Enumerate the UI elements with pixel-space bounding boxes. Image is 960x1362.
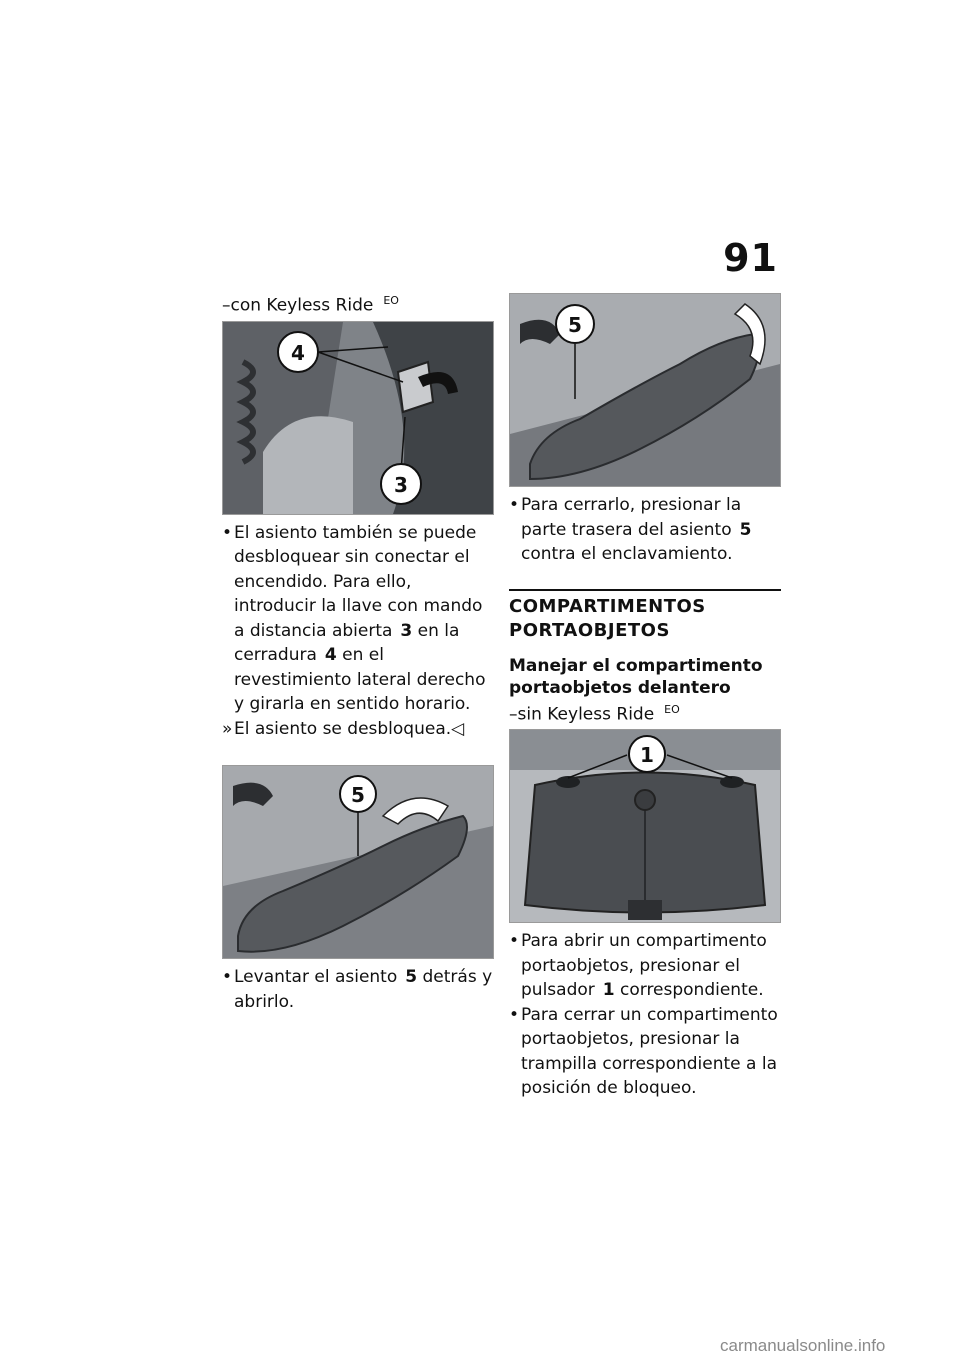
section-title: COMPARTIMENTOS PORTAOBJETOS: [509, 595, 706, 641]
subsection-title: Manejar el compartimento portaobjetos delantero: [509, 655, 763, 698]
condition-no-keyless: –sin Keyless Ride $^{EO}$: [509, 702, 680, 725]
list-item-result: » El asiento se desbloquea.◁: [222, 718, 465, 739]
photo-seat-lock: [222, 321, 494, 515]
site-watermark: carmanualsonline.info: [720, 1336, 886, 1355]
condition-keyless: –con Keyless Ride $^{EO}$: [222, 294, 399, 316]
list-item: • Para cerrarlo, presionar la parte trasera del asiento 5 contra el enclavamiento.: [509, 495, 752, 564]
instruction-list-1: [222, 521, 494, 742]
section-divider: [509, 589, 781, 591]
callout-5: 5: [351, 783, 365, 808]
callout-4: 4: [291, 340, 305, 365]
instruction-list-4: [509, 929, 781, 1101]
list-item: • Para cerrar un compartimento portaobjetos, presionar la trampilla correspondiente a la posición de bloqueo.: [509, 1004, 778, 1099]
list-item: • Para abrir un compartimento portaobjetos, presionar el pulsador 1 correspondiente.: [509, 931, 767, 1001]
callout-1: 1: [640, 743, 654, 768]
left-column: [222, 290, 494, 1014]
equipment-option-mark: EO: [664, 702, 680, 716]
instruction-list-2: [222, 965, 494, 1014]
right-column: [509, 293, 781, 1101]
equipment-option-mark: EO: [383, 294, 399, 307]
photo-seat-lift: [222, 765, 494, 959]
photo-seat-close: [509, 293, 781, 487]
callout-5: 5: [568, 313, 582, 337]
instruction-list-3: [509, 493, 781, 567]
list-item: • El asiento también se puede desbloquear sin conectar el encendido. Para ello, introducir la llave con mando a distancia abierta 3 en la cerradura 4 en el revestimiento lateral derecho y girarla en sentido horario.: [222, 522, 486, 715]
photo-storage-compartment: [509, 729, 781, 923]
page-number: 91: [723, 236, 778, 280]
callout-3: 3: [394, 472, 408, 497]
list-item: • Levantar el asiento 5 detrás y abrirlo.: [222, 967, 493, 1012]
